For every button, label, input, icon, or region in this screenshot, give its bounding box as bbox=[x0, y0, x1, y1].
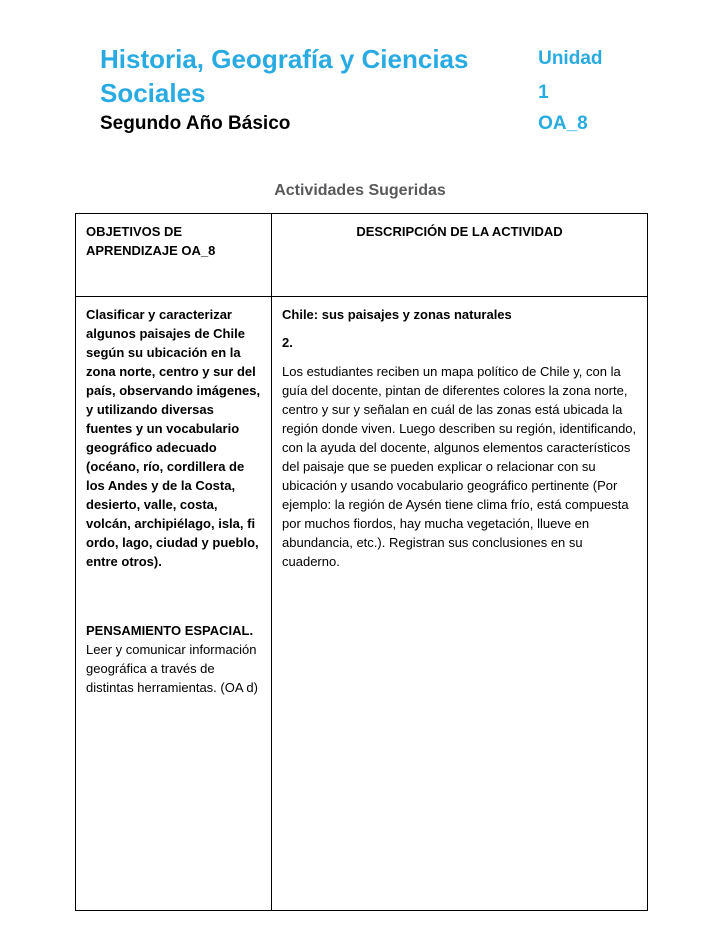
objectives-column-header: OBJETIVOS DE APRENDIZAJE OA_8 bbox=[76, 214, 272, 297]
activities-table bbox=[75, 213, 648, 911]
oa-label: OA_8 bbox=[538, 113, 588, 134]
objective-text: Clasificar y caracterizar algunos paisajes de Chile según su ubicación en la zona norte, centro y sur del país, observando imágenes, y utilizando diversas fuentes y un vocabulario geográfico adecuado (océano, río, cordillera de los Andes y de la Costa, desierto, valle, costa, volcán, archipiélago, isla, fi ordo, lago, ciudad y pueblo, entre otros). bbox=[86, 306, 261, 569]
activity-column-header: DESCRIPCIÓN DE LA ACTIVIDAD bbox=[272, 214, 648, 297]
spatial-thinking-body: Leer y comunicar información geográfica a través de distintas herramientas. (OA d) bbox=[86, 641, 258, 695]
document-header bbox=[0, 0, 720, 138]
header-right bbox=[538, 42, 620, 138]
unit-label: Unidad 1 bbox=[538, 48, 603, 103]
grade-subtitle: Segundo Año Básico bbox=[100, 113, 291, 134]
course-title: Historia, Geografía y Ciencias Sociales bbox=[100, 44, 469, 108]
header-left bbox=[100, 42, 538, 138]
spatial-thinking-label: PENSAMIENTO ESPACIAL. bbox=[86, 622, 254, 638]
activity-title: Chile: sus paisajes y zonas naturales bbox=[282, 306, 512, 322]
activity-description: Los estudiantes reciben un mapa político de Chile y, con la guía del docente, pintan de diferentes colores la zona norte, centro y sur y señalan en cuál de las zonas está ubicada la región donde viven. Luego describen su región, identificando, con la ayuda del docente, algunos elementos característicos del paisaje que se pueden explicar o relacionar con su ubicación y usando vocabulario geográfico pertinente (Por ejemplo: la región de Aysén tiene clima frío, está compuesta por muchos fiordos, hay mucha vegetación, llueve en abundancia, etc.). Registran sus conclusiones en su cuaderno. bbox=[282, 363, 637, 569]
spatial-thinking-paragraph bbox=[86, 621, 261, 697]
objectives-cell bbox=[76, 296, 272, 910]
table-body-row bbox=[76, 296, 648, 910]
activity-number: 2. bbox=[282, 334, 293, 350]
section-title: Actividades Sugeridas bbox=[274, 182, 446, 199]
activity-cell bbox=[272, 296, 648, 910]
table-header-row bbox=[76, 214, 648, 297]
